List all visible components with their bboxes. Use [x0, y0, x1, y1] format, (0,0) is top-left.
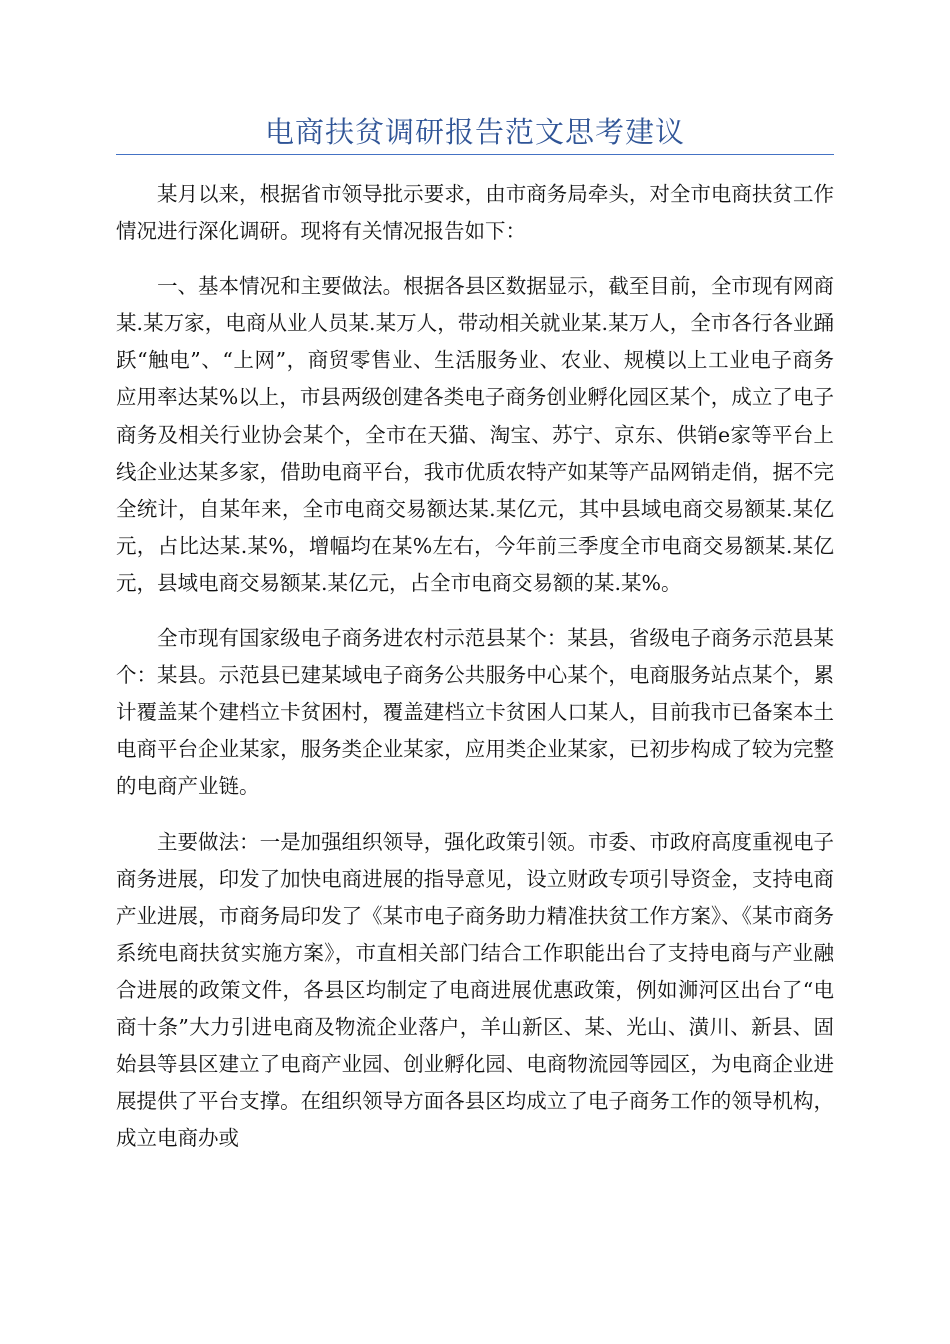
- document-body: [116, 176, 834, 1157]
- document-title: 电商扶贫调研报告范文思考建议: [264, 115, 685, 149]
- paragraph-demonstration-counties: 全市现有国家级电子商务进农村示范县某个：某县，省级电子商务示范县某个：某县。示范县已建某域电子商务公共服务中心某个，电商服务站点某个，累计覆盖某个建档立卡贫困村，覆盖建档立卡贫困人口某人，目前我市已备案本土电商平台企业某家，服务类企业某家，应用类企业某家，已初步构成了较为完整的电商产业链。: [116, 626, 834, 799]
- paragraph-main-practices: 主要做法：一是加强组织领导，强化政策引领。市委、市政府高度重视电子商务进展，印发了加快电商进展的指导意见，设立财政专项引导资金，支持电商产业进展，市商务局印发了《某市电子商务助力精准扶贫工作方案》、《某市商务系统电商扶贫实施方案》，市直相关部门结合工作职能出台了支持电商与产业融合进展的政策文件，各县区均制定了电商进展优惠政策，例如浉河区出台了“电商十条”大力引进电商及物流企业落户，羊山新区、某、光山、潢川、新县、固始县等县区建立了电商产业园、创业孵化园、电商物流园等园区，为电商企业进展提供了平台支撑。在组织领导方面各县区均成立了电子商务工作的领导机构，成立电商办或: [116, 829, 834, 1151]
- paragraph-intro: 某月以来，根据省市领导批示要求，由市商务局牵头，对全市电商扶贫工作情况进行深化调研。现将有关情况报告如下：: [116, 182, 834, 244]
- title-underline: [116, 154, 834, 155]
- paragraph-basic-situation: 一、基本情况和主要做法。根据各县区数据显示，截至目前，全市现有网商某.某万家，电商从业人员某.某万人，带动相关就业某.某万人，全市各行各业踊跃“触电”、“上网”，商贸零售业、生活服务业、农业、规模以上工业电子商务应用率达某%以上，市县两级创建各类电子商务创业孵化园区某个，成立了电子商务及相关行业协会某个，全市在天猫、淘宝、苏宁、京东、供销e家等平台上线企业达某多家，借助电商平台，我市优质农特产如某等产品网销走俏，据不完全统计，自某年来，全市电商交易额达某.某亿元，其中县域电商交易额某.某亿元，占比达某.某%，增幅均在某%左右，今年前三季度全市电商交易额某.某亿元，县域电商交易额某.某亿元，占全市电商交易额的某.某%。: [116, 274, 834, 595]
